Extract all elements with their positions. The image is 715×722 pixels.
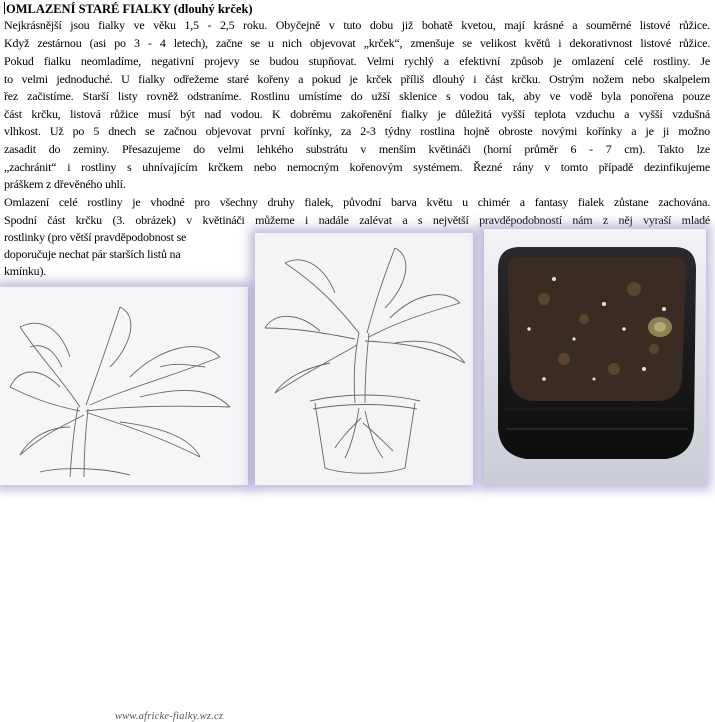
- violet-long-neck-sketch-icon: [0, 287, 248, 485]
- paragraph-line: zasadit do zeminy. Přesazujeme do velmi lehkého substrátu v menším květináči (horní průměr 6 - 7 cm). Takto lze: [4, 142, 710, 156]
- watermark: www.africke-fialky.wz.cz: [115, 711, 224, 722]
- photo-image-3: [484, 229, 706, 485]
- sketch-image-2: [255, 233, 473, 485]
- paragraph-line: „zachránit“ i rostliny s uhnívajícím krčkem nebo nemocným kořenovým systémem. Řezné rány v tomto případě dezinfikujeme: [4, 160, 710, 174]
- paragraph-line: Omlazení celé rostliny je vhodné pro všechny druhy fialek, původní barva květu u chimér a fantasy fialek zůstane zachována.: [4, 195, 710, 209]
- paragraph-line: práškem z dřevěného uhlí.: [4, 177, 126, 191]
- paragraph-line: vlhkost. Už po 5 dnech se začnou objevovat první kořínky, za 2-3 týdny rostlina hojně obroste novými kořínky a je ji možno: [4, 124, 710, 138]
- violet-in-pot-sketch-icon: [255, 233, 473, 485]
- paragraph-line: doporučuje nechat pár starších listů na: [4, 247, 181, 261]
- paragraph-line: řez začistíme. Starší listy rovněž odstraníme. Rostlinu umístíme do užší sklenice s vodou tak, aby ve vodě byla ponořena pouze: [4, 89, 710, 103]
- paragraph-line: část krčku, listová růžice musí být nad vodou. K dobrému zakořenění fialky je důležitá vyšší teplota vzduchu a vyšší vzdušná: [4, 107, 710, 121]
- paragraph-line: Nejkrásnější jsou fialky ve věku 1,5 - 2,5 roku. Obyčejně v tuto dobu již bohatě kvetou, mají krásné a souměrné listové růžice.: [4, 18, 710, 32]
- sketch-image-1: [0, 287, 248, 722]
- paragraph-line: rostlinky (pro větší pravděpodobnost se: [4, 230, 187, 244]
- paragraph-line: kmínku).: [4, 264, 47, 278]
- paragraph-line: Když zestárnou (asi po 3 - 4 letech), začne se u nich objevovat „krček“, zmenšuje se velikost květů i dekorativnost listové růžice.: [4, 36, 710, 50]
- cut-stem-in-pot-photo-icon: [484, 229, 706, 485]
- paragraph-line: to velmi jednoduché. U fialky odřežeme staré kořeny a pokud je krček příliš dlouhý i část krčku. Ostrým nožem nebo skalpelem: [4, 72, 710, 86]
- document-title: [4, 2, 253, 17]
- paragraph-line: Spodní část krčku (3. obrázek) v květináči můžeme i nadále zalévat a s největší pravděpodobností nám z něj vyraší mladé: [4, 213, 710, 227]
- text-cursor: [4, 2, 5, 14]
- title-text: OMLAZENÍ STARÉ FIALKY (dlouhý krček): [6, 2, 253, 16]
- paragraph-line: Pokud fialku neomladíme, negativní projevy se budou stupňovat. Velmi rychlý a efektivní způsob je omlazení celé rostliny. Je: [4, 54, 710, 68]
